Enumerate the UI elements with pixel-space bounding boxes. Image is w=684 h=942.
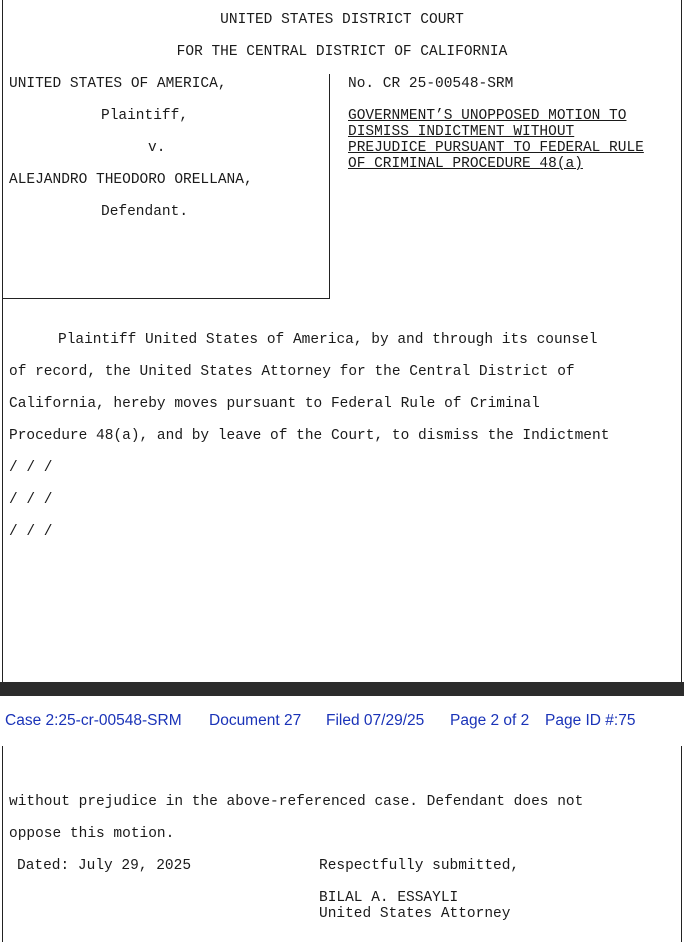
body-line: Plaintiff United States of America, by and through its counsel: [58, 332, 598, 348]
body-line: Procedure 48(a), and by leave of the Court, to dismiss the Indictment: [9, 428, 610, 444]
header-page: Page 2 of 2: [450, 712, 530, 729]
signer-name: BILAL A. ESSAYLI: [319, 890, 459, 906]
closing-line: Respectfully submitted,: [319, 858, 520, 874]
defendant-role: Defendant.: [101, 204, 189, 220]
header-page-id: Page ID #:75: [545, 712, 636, 729]
header-case: Case 2:25-cr-00548-SRM: [5, 712, 182, 729]
header-filed: Filed 07/29/25: [326, 712, 425, 729]
court-name: UNITED STATES DISTRICT COURT: [220, 12, 464, 28]
defendant-name: ALEJANDRO THEODORO ORELLANA,: [9, 172, 253, 188]
header-document: Document 27: [209, 712, 302, 729]
versus: v.: [148, 140, 166, 156]
dated-line: Dated: July 29, 2025: [17, 858, 192, 874]
motion-title-line: OF CRIMINAL PROCEDURE 48(a): [348, 156, 583, 172]
court-district: FOR THE CENTRAL DISTRICT OF CALIFORNIA: [176, 44, 508, 60]
continuation-mark: / / /: [9, 524, 53, 540]
motion-title-line: DISMISS INDICTMENT WITHOUT: [348, 124, 575, 140]
plaintiff-role: Plaintiff,: [101, 108, 189, 124]
signer-title: United States Attorney: [319, 906, 511, 922]
continuation-mark: / / /: [9, 460, 53, 476]
continuation-mark: / / /: [9, 492, 53, 508]
page2-line: oppose this motion.: [9, 826, 175, 842]
body-line: California, hereby moves pursuant to Federal Rule of Criminal: [9, 396, 540, 412]
page-divider: [0, 682, 684, 696]
plaintiff-name: UNITED STATES OF AMERICA,: [9, 76, 227, 92]
body-line: of record, the United States Attorney for the Central District of: [9, 364, 575, 380]
filing-header: [0, 696, 684, 746]
motion-title-line: GOVERNMENT’S UNOPPOSED MOTION TO: [348, 108, 627, 124]
motion-title-line: PREJUDICE PURSUANT TO FEDERAL RULE: [348, 140, 644, 156]
page2-line: without prejudice in the above-referenced case. Defendant does not: [9, 794, 584, 810]
case-number: No. CR 25-00548-SRM: [348, 76, 514, 92]
